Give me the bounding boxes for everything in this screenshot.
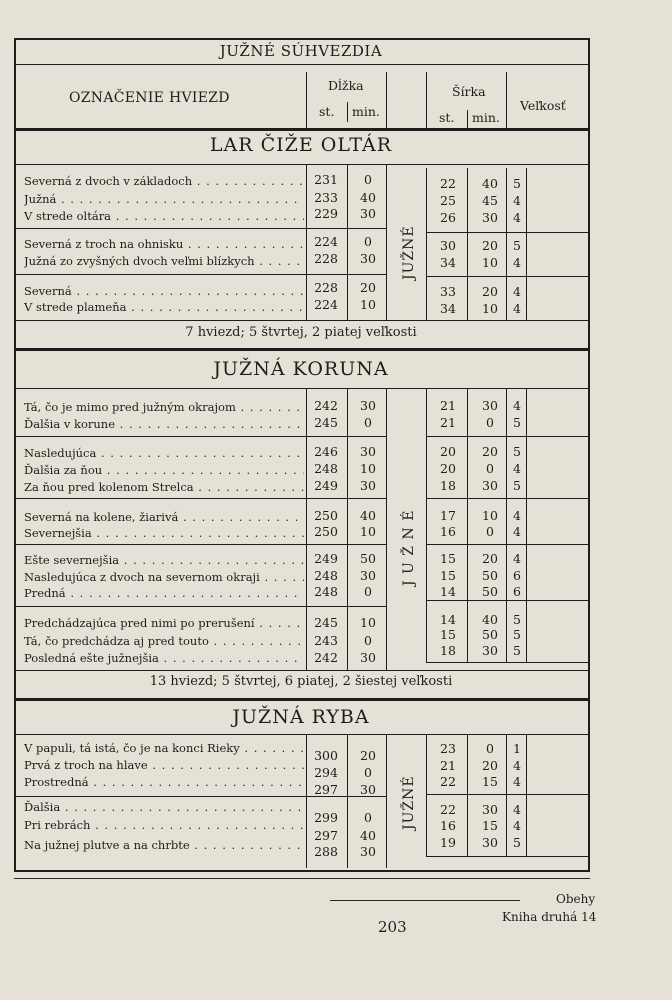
- star-label: Na južnej plutve a na chrbte . . .: [24, 838, 304, 852]
- column-header-name: OZNAČENIE HVIEZD: [69, 90, 230, 106]
- latitude-minutes: 20: [482, 758, 498, 773]
- section-title: JUŽNÁ RYBA: [232, 706, 370, 728]
- divider: [467, 734, 468, 856]
- magnitude: 5: [513, 627, 521, 642]
- latitude-degrees: 33: [440, 284, 456, 299]
- star-label: Ďalšia . . .: [24, 800, 304, 814]
- length-degrees-label: st.: [319, 104, 335, 119]
- length-degrees: 249: [314, 551, 338, 566]
- rule: [14, 274, 386, 275]
- length-minutes: 0: [364, 584, 372, 599]
- magnitude: 4: [513, 210, 521, 225]
- latitude-minutes: 20: [482, 238, 498, 253]
- rule: [14, 228, 386, 229]
- latitude-minutes: 50: [482, 584, 498, 599]
- latitude-degrees: 22: [440, 802, 456, 817]
- length-minutes: 50: [360, 551, 376, 566]
- length-degrees: 248: [314, 568, 338, 583]
- star-label: Prostredná . . .: [24, 775, 304, 789]
- length-minutes: 30: [360, 782, 376, 797]
- length-minutes: 10: [360, 524, 376, 539]
- rule: [14, 544, 386, 545]
- rule: [14, 698, 588, 701]
- footer-rule: [330, 900, 520, 901]
- rule: [14, 64, 588, 65]
- latitude-degrees: 16: [440, 524, 456, 539]
- magnitude: 5: [513, 415, 521, 430]
- rule: [14, 734, 588, 735]
- star-label: V papuli, tá istá, čo je na konci Rieky . . .: [24, 741, 304, 755]
- length-minutes: 40: [360, 828, 376, 843]
- star-label: Severná . . .: [24, 284, 304, 298]
- length-minutes: 30: [360, 251, 376, 266]
- length-minutes: 10: [360, 615, 376, 630]
- magnitude: 4: [513, 193, 521, 208]
- latitude-degrees: 26: [440, 210, 456, 225]
- latitude-degrees: 20: [440, 461, 456, 476]
- length-degrees: 224: [314, 234, 338, 249]
- magnitude: 4: [513, 802, 521, 817]
- latitude-degrees: 22: [440, 774, 456, 789]
- length-minutes: 20: [360, 280, 376, 295]
- magnitude: 4: [513, 758, 521, 773]
- latitude-minutes: 20: [482, 444, 498, 459]
- star-label: V strede plameňa . . .: [24, 300, 304, 314]
- length-degrees: 231: [314, 172, 338, 187]
- magnitude: 5: [513, 612, 521, 627]
- magnitude: 5: [513, 444, 521, 459]
- magnitude: 4: [513, 508, 521, 523]
- length-minutes: 10: [360, 297, 376, 312]
- rule: [14, 320, 588, 321]
- star-label: Predná . . .: [24, 586, 304, 600]
- length-minutes: 0: [364, 810, 372, 825]
- divider: [467, 168, 468, 320]
- latitude-degrees: 15: [440, 551, 456, 566]
- divider: [426, 388, 427, 662]
- latitude-minutes: 45: [482, 193, 498, 208]
- length-degrees: 245: [314, 615, 338, 630]
- star-label: Nasledujúca . . .: [24, 446, 304, 460]
- length-degrees: 249: [314, 478, 338, 493]
- latitude-degrees: 15: [440, 627, 456, 642]
- latitude-minutes: 15: [482, 818, 498, 833]
- length-minutes: 0: [364, 765, 372, 780]
- length-minutes: 30: [360, 398, 376, 413]
- latitude-minutes: 10: [482, 255, 498, 270]
- latitude-minutes: 10: [482, 301, 498, 316]
- rule: [426, 662, 588, 663]
- magnitude: 6: [513, 584, 521, 599]
- latitude-minutes: 50: [482, 627, 498, 642]
- latitude-minutes: 0: [486, 461, 494, 476]
- magnitude: 5: [513, 176, 521, 191]
- length-degrees: 245: [314, 415, 338, 430]
- magnitude: 4: [513, 398, 521, 413]
- latitude-minutes: 0: [486, 415, 494, 430]
- star-label: Predchádzajúca pred nimi po prerušení . . .: [24, 616, 304, 630]
- length-degrees: 243: [314, 633, 338, 648]
- rule: [14, 498, 386, 499]
- length-minutes: 30: [360, 444, 376, 459]
- length-degrees: 250: [314, 524, 338, 539]
- rule: [14, 796, 386, 797]
- length-minutes: 40: [360, 508, 376, 523]
- length-degrees: 229: [314, 206, 338, 221]
- latitude-degrees: 30: [440, 238, 456, 253]
- latitude-minutes: 50: [482, 568, 498, 583]
- length-degrees: 250: [314, 508, 338, 523]
- latitude-degrees: 16: [440, 818, 456, 833]
- length-minutes: 30: [360, 568, 376, 583]
- length-minutes: 30: [360, 206, 376, 221]
- rule: [14, 128, 588, 131]
- rule: [426, 600, 588, 601]
- length-degrees: 242: [314, 398, 338, 413]
- length-degrees: 228: [314, 280, 338, 295]
- star-label: V strede oltára . . .: [24, 209, 304, 223]
- divider: [426, 734, 427, 856]
- rule: [14, 388, 588, 389]
- divider: [526, 168, 527, 320]
- star-label: Severnejšia . . .: [24, 526, 304, 540]
- divider: [306, 164, 307, 320]
- column-header-length: Dĺžka: [328, 78, 364, 93]
- latitude-degrees: 23: [440, 741, 456, 756]
- latitude-minutes: 10: [482, 508, 498, 523]
- magnitude: 6: [513, 568, 521, 583]
- divider: [526, 734, 527, 856]
- latitude-degrees: 21: [440, 398, 456, 413]
- latitude-degrees: 22: [440, 176, 456, 191]
- divider: [386, 72, 387, 128]
- rule: [426, 232, 588, 233]
- length-degrees: 299: [314, 810, 338, 825]
- star-label: Prvá z troch na hlave . . .: [24, 758, 304, 772]
- direction-label: JUŽNÉ: [401, 225, 417, 281]
- footer-signature-line2: Kniha druhá 14: [502, 910, 597, 924]
- latitude-minutes: 0: [486, 741, 494, 756]
- star-label: Ďalšia za ňou . . .: [24, 463, 304, 477]
- divider: [306, 734, 307, 868]
- star-label: Ďalšia v korune . . .: [24, 417, 304, 431]
- latitude-degrees: 17: [440, 508, 456, 523]
- divider: [386, 388, 387, 670]
- length-degrees: 233: [314, 190, 338, 205]
- latitude-minutes: 40: [482, 176, 498, 191]
- star-label: Severná na kolene, žiarivá . . .: [24, 510, 304, 524]
- length-degrees: 242: [314, 650, 338, 665]
- star-label: Nasledujúca z dvoch na severnom okraji . . .: [24, 570, 304, 584]
- section-title: JUŽNÁ KORUNA: [213, 358, 389, 380]
- rule: [426, 436, 588, 437]
- magnitude: 4: [513, 524, 521, 539]
- length-minutes: 40: [360, 190, 376, 205]
- rule: [14, 348, 588, 351]
- latitude-minutes: 30: [482, 802, 498, 817]
- length-degrees: 248: [314, 584, 338, 599]
- page-number: 203: [378, 918, 407, 936]
- footer-rule: [14, 878, 590, 879]
- column-header-latitude: Šírka: [452, 84, 486, 99]
- magnitude: 4: [513, 818, 521, 833]
- latitude-degrees: 18: [440, 643, 456, 658]
- star-label: Tá, čo predchádza aj pred touto . . .: [24, 634, 304, 648]
- magnitude: 4: [513, 284, 521, 299]
- latitude-degrees: 34: [440, 255, 456, 270]
- length-minutes: 0: [364, 633, 372, 648]
- divider: [386, 164, 387, 320]
- latitude-minutes: 30: [482, 210, 498, 225]
- length-minutes: 30: [360, 650, 376, 665]
- divider: [347, 734, 348, 868]
- rule: [14, 164, 588, 165]
- latitude-degrees: 21: [440, 415, 456, 430]
- divider: [506, 734, 507, 856]
- divider: [426, 168, 427, 320]
- direction-label: J U Ž N É: [401, 509, 417, 587]
- length-minutes: 10: [360, 461, 376, 476]
- divider: [506, 388, 507, 662]
- star-label: Pri rebrách . . .: [24, 818, 304, 832]
- divider: [347, 164, 348, 320]
- length-degrees: 246: [314, 444, 338, 459]
- divider: [306, 72, 307, 128]
- magnitude: 5: [513, 643, 521, 658]
- star-label: Južná . . .: [24, 192, 304, 206]
- star-label: Severná z dvoch v základoch . . .: [24, 174, 304, 188]
- latitude-degrees: 34: [440, 301, 456, 316]
- length-minutes: 0: [364, 234, 372, 249]
- divider: [386, 734, 387, 868]
- length-degrees: 228: [314, 251, 338, 266]
- latitude-degrees-label: st.: [439, 110, 455, 125]
- magnitude: 5: [513, 478, 521, 493]
- latitude-degrees: 21: [440, 758, 456, 773]
- length-minutes: 0: [364, 415, 372, 430]
- section-summary: 7 hviezd; 5 štvrtej, 2 piatej veľkosti: [185, 325, 417, 340]
- length-minutes: 0: [364, 172, 372, 187]
- latitude-degrees: 19: [440, 835, 456, 850]
- magnitude: 4: [513, 774, 521, 789]
- latitude-degrees: 15: [440, 568, 456, 583]
- star-label: Za ňou pred kolenom Strelca . . .: [24, 480, 304, 494]
- length-minutes: 30: [360, 844, 376, 859]
- rule: [14, 606, 386, 607]
- star-label: Posledná ešte južnejšia . . .: [24, 651, 304, 665]
- star-label: Tá, čo je mimo pred južným okrajom . . .: [24, 400, 304, 414]
- length-degrees: 294: [314, 765, 338, 780]
- divider: [506, 72, 507, 128]
- latitude-degrees: 18: [440, 478, 456, 493]
- divider: [347, 102, 348, 122]
- latitude-degrees: 25: [440, 193, 456, 208]
- column-header-magnitude: Veľkosť: [520, 98, 566, 113]
- divider: [467, 110, 468, 128]
- latitude-minutes-label: min.: [472, 110, 500, 125]
- length-degrees: 224: [314, 297, 338, 312]
- star-label: Ešte severnejšia . . .: [24, 553, 304, 567]
- rule: [426, 498, 588, 499]
- rule: [14, 670, 588, 671]
- divider: [347, 388, 348, 670]
- latitude-minutes: 30: [482, 643, 498, 658]
- divider: [526, 388, 527, 662]
- magnitude: 4: [513, 255, 521, 270]
- section-title: LAR ČIŽE OLTÁR: [209, 134, 393, 156]
- length-minutes: 20: [360, 748, 376, 763]
- latitude-minutes: 20: [482, 551, 498, 566]
- footer-signature-line1: Obehy: [556, 892, 596, 906]
- length-degrees: 248: [314, 461, 338, 476]
- rule: [426, 276, 588, 277]
- latitude-minutes: 30: [482, 835, 498, 850]
- latitude-degrees: 20: [440, 444, 456, 459]
- length-minutes-label: min.: [352, 104, 380, 119]
- length-degrees: 300: [314, 748, 338, 763]
- divider: [506, 168, 507, 320]
- latitude-minutes: 0: [486, 524, 494, 539]
- latitude-minutes: 30: [482, 398, 498, 413]
- divider: [467, 388, 468, 662]
- divider: [306, 388, 307, 670]
- direction-label: JUŽNÉ: [401, 775, 417, 831]
- length-degrees: 297: [314, 782, 338, 797]
- section-summary: 13 hviezd; 5 štvrtej, 6 piatej, 2 šiestej veľkosti: [149, 674, 453, 689]
- magnitude: 4: [513, 301, 521, 316]
- page-title: JUŽNÉ SÚHVEZDIA: [219, 42, 383, 60]
- length-minutes: 30: [360, 478, 376, 493]
- star-catalog-table: [14, 38, 588, 870]
- latitude-minutes: 20: [482, 284, 498, 299]
- rule: [426, 544, 588, 545]
- divider: [426, 72, 427, 128]
- latitude-degrees: 14: [440, 612, 456, 627]
- magnitude: 1: [513, 741, 521, 756]
- rule: [426, 856, 588, 857]
- length-degrees: 288: [314, 844, 338, 859]
- star-label: Južná zo zvyšných dvoch veľmi blízkych . . .: [24, 254, 304, 268]
- magnitude: 4: [513, 461, 521, 476]
- star-label: Severná z troch na ohnisku . . .: [24, 237, 304, 251]
- rule: [14, 436, 386, 437]
- latitude-degrees: 14: [440, 584, 456, 599]
- latitude-minutes: 30: [482, 478, 498, 493]
- length-degrees: 297: [314, 828, 338, 843]
- magnitude: 4: [513, 551, 521, 566]
- magnitude: 5: [513, 835, 521, 850]
- latitude-minutes: 40: [482, 612, 498, 627]
- latitude-minutes: 15: [482, 774, 498, 789]
- rule: [426, 794, 588, 795]
- magnitude: 5: [513, 238, 521, 253]
